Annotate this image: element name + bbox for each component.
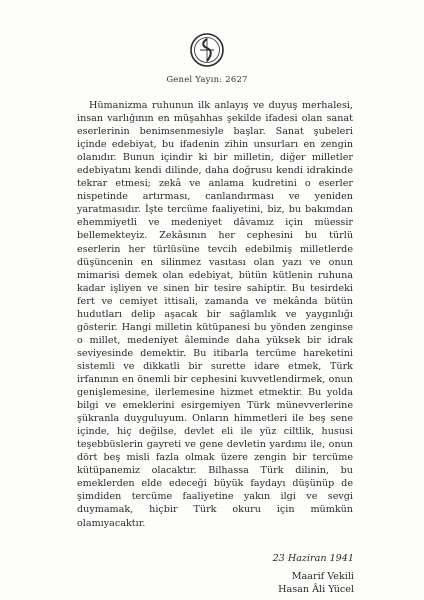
foreword-text (77, 99, 353, 530)
signature-date: 23 Haziran 1941 (272, 553, 354, 564)
foreword-paragraph: Hümanizma ruhunun ilk anlayış ve duyuş merhalesi, insan varlığının en müşahhas şekilde ifadesi olan sanat eserlerinin benimsenmesiyle başlar. Sanat şubeleri içinde edebiyat, bu ifadenin zihin unsurları en zengin olanıdır. Bunun içindir ki bir milletin, diğer milletler edebiyatını kendi dilinde, daha doğrusu kendi idrakinde tekrar etmesi; zekâ ve anlama kudretini o eserler nispetinde artırması, canlandırması ve yeniden yaratmasıdır. İşte tercüme faaliyetini, biz, bu bakımdan ehemmiyetli ve medeniyet dâvamız için müessir bellemekteyiz. Zekâsının her cephesini bu türlü eserlerin her türlüsüne tevcih edebilmiş milletlerde düşüncenin en silinmez vasıtası olan yazı ve onun mimarisi demek olan edebiyat, bütün kütlenin ruhuna kadar işliyen ve sinen bir tesire sahiptir. Bu tesirdeki fert ve cemiyet ittisali, zamanda ve mekânda bütün hudutları delip aşacak bir sağlamlık ve yaygınlığı gösterir. Hangi milletin kütüpanesi bu yönden zenginse o millet, medeniyet âleminde daha yüksek bir idrak seviyesinde demektir. Bu itibarla tercüme hareketini sistemli ve dikkatli bir surette idare etmek, Türk irfanının en önemli bir cephesini kuvvetlendirmek, onun genişlemesine, ilerlemesine hizmet etmektir. Bu yolda bilgi ve emeklerini esirgemiyen Türk münevverlerine şükranla duyguluyum. Onların himmetleri ile beş sene içinde, hiç değilse, devlet eli ile yüz ciltlik, hususi teşebbüslerin gayreti ve gene devletin yardımı ile, onun dört beş misli fazla olmak üzere zengin bir tercüme kütüpanemiz olacaktır. Bilhassa Türk dilinin, bu emeklerden elde edeceği büyük faydayı düşünüp de şimdiden tercüme faaliyetine yakın ilgi ve sevgi duymamak, hiçbir Türk okuru için mümkün olamıyacaktır. (77, 100, 353, 529)
publisher-seal-icon (190, 33, 224, 67)
signature-title: Maarif Vekili (291, 570, 354, 582)
signature-name: Hasan Âli Yücel (278, 584, 354, 596)
imprint-number: Genel Yayın: 2627 (166, 75, 248, 85)
signature-block (273, 552, 354, 597)
